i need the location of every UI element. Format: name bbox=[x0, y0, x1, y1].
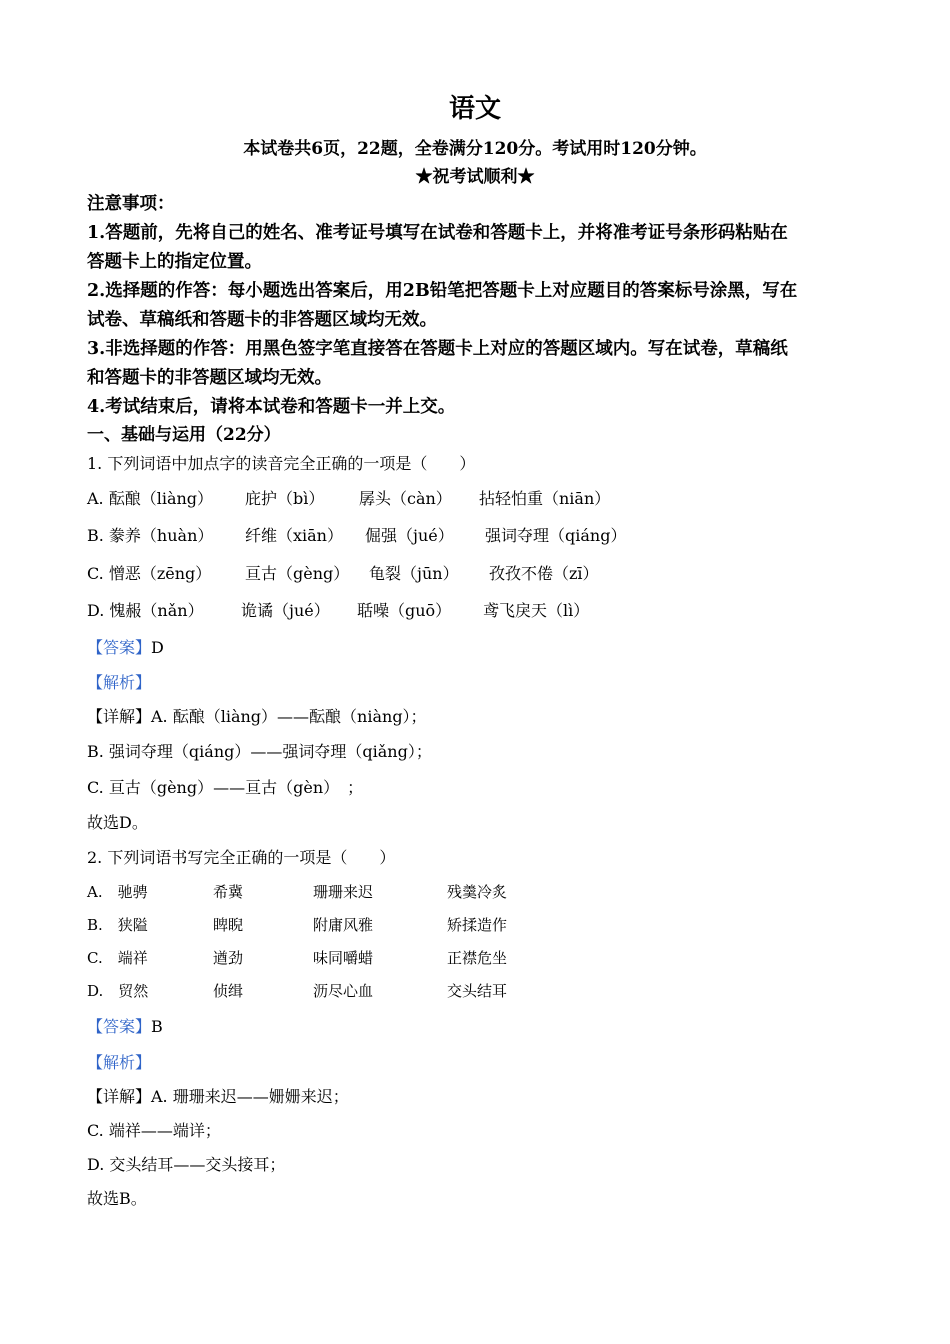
q1-option-cell: B. 豢养（huàn） bbox=[87, 526, 214, 545]
q2-answer bbox=[87, 1014, 163, 1037]
q1-option-cell: 强词夺理（qiáng） bbox=[485, 526, 627, 545]
q2-option-cell: D. 贸然 bbox=[87, 982, 149, 1000]
q1-option-cell: 纤维（xiān） bbox=[245, 526, 343, 545]
q2-detail-line: 【详解】A. 珊珊来迟——姗姗来迟； bbox=[87, 1087, 349, 1106]
q2-option-cell: 正襟危坐 bbox=[447, 949, 508, 967]
q2-detail-line: C. 端祥——端详； bbox=[87, 1121, 221, 1140]
notes-heading: 注意事项： bbox=[87, 194, 175, 214]
page-title: 语文 bbox=[448, 94, 501, 124]
q1-answer bbox=[87, 635, 164, 658]
notes-line: 4.考试结束后，请将本试卷和答题卡一并上交。 bbox=[87, 397, 456, 417]
q1-option-cell: 龟裂（jūn） bbox=[369, 564, 459, 583]
q1-option-cell: 亘古（gèng） bbox=[245, 564, 350, 583]
q2-option-cell: 睥睨 bbox=[213, 916, 244, 934]
exam-info: 本试卷共6页，22题，全卷满分120分。考试用时120分钟。 bbox=[243, 139, 707, 159]
q2-option-cell: 矫揉造作 bbox=[447, 916, 508, 934]
q2-analysis-label: 【解析】 bbox=[87, 1053, 152, 1072]
q1-option-cell: 孜孜不倦（zī） bbox=[489, 564, 599, 583]
answer-label: 【答案】 bbox=[87, 1017, 152, 1036]
q1-option-cell: 孱头（càn） bbox=[359, 489, 452, 508]
q2-option-cell: 遒劲 bbox=[213, 949, 244, 967]
q2-option-cell: A. 驰骋 bbox=[87, 883, 148, 901]
q1-option-cell: 诡谲（jué） bbox=[241, 601, 330, 620]
q1-detail-line: B. 强词夺理（qiáng）——强词夺理（qiǎng）； bbox=[87, 742, 432, 761]
q2-detail-line: D. 交头结耳——交头接耳； bbox=[87, 1155, 286, 1174]
notes-block bbox=[87, 190, 867, 422]
q2-option-cell: 交头结耳 bbox=[447, 982, 508, 1000]
q2-option-cell: B. 狭隘 bbox=[87, 916, 148, 934]
q2-option-cell: C. 端祥 bbox=[87, 949, 148, 967]
section-heading: 一、基础与运用（22分） bbox=[87, 425, 281, 445]
notes-line: 3.非选择题的作答：用黑色签字笔直接答在答题卡上对应的答题区域内。写在试卷，草稿纸 bbox=[87, 339, 788, 359]
notes-line: 和答题卡的非答题区域均无效。 bbox=[87, 368, 332, 388]
q2-option-cell: 希冀 bbox=[213, 883, 244, 901]
notes-line: 2.选择题的作答：每小题选出答案后，用2B铅笔把答题卡上对应题目的答案标号涂黑，写在 bbox=[87, 281, 798, 301]
q1-option-cell: C. 憎恶（zēng） bbox=[87, 564, 212, 583]
q1-detail-line: C. 亘古（gèng）——亘古（gèn） ； bbox=[87, 778, 364, 797]
q1-stem: 1. 下列词语中加点字的读音完全正确的一项是（ ） bbox=[87, 454, 476, 473]
q1-detail-line: 故选D。 bbox=[87, 813, 148, 832]
notes-line: 答题卡上的指定位置。 bbox=[87, 252, 262, 272]
q1-option-cell: 拈轻怕重（niān） bbox=[479, 489, 611, 508]
q1-option-cell: 聒噪（guō） bbox=[357, 601, 452, 620]
q2-option-cell: 珊珊来迟 bbox=[313, 883, 374, 901]
answer-label: 【答案】 bbox=[87, 638, 152, 657]
notes-line: 1.答题前，先将自己的姓名、准考证号填写在试卷和答题卡上，并将准考证号条形码粘贴在 bbox=[87, 223, 788, 243]
q2-option-cell: 附庸风雅 bbox=[313, 916, 374, 934]
q1-detail-line: 【详解】A. 酝酿（liàng）——酝酿（niàng）； bbox=[87, 707, 427, 726]
q2-detail-line: 故选B。 bbox=[87, 1189, 147, 1208]
q1-option-cell: 鸢飞戾天（lì） bbox=[483, 601, 590, 620]
q1-option-cell: 庇护（bì） bbox=[245, 489, 325, 508]
q1-option-cell: D. 愧赧（nǎn） bbox=[87, 601, 204, 620]
q1-option-cell: A. 酝酿（liàng） bbox=[87, 489, 214, 508]
answer-value: B bbox=[151, 1017, 163, 1036]
notes-line: 试卷、草稿纸和答题卡的非答题区域均无效。 bbox=[87, 310, 437, 330]
q2-option-cell: 残羹冷炙 bbox=[447, 883, 508, 901]
q2-stem: 2. 下列词语书写完全正确的一项是（ ） bbox=[87, 848, 396, 867]
q2-option-cell: 侦缉 bbox=[213, 982, 244, 1000]
good-luck-line: ★祝考试顺利★ bbox=[415, 167, 535, 187]
q1-analysis-label: 【解析】 bbox=[87, 673, 152, 692]
answer-value: D bbox=[151, 638, 164, 657]
q2-option-cell: 沥尽心血 bbox=[313, 982, 374, 1000]
q1-option-cell: 倔强（jué） bbox=[365, 526, 454, 545]
q2-option-cell: 味同嚼蜡 bbox=[313, 949, 374, 967]
